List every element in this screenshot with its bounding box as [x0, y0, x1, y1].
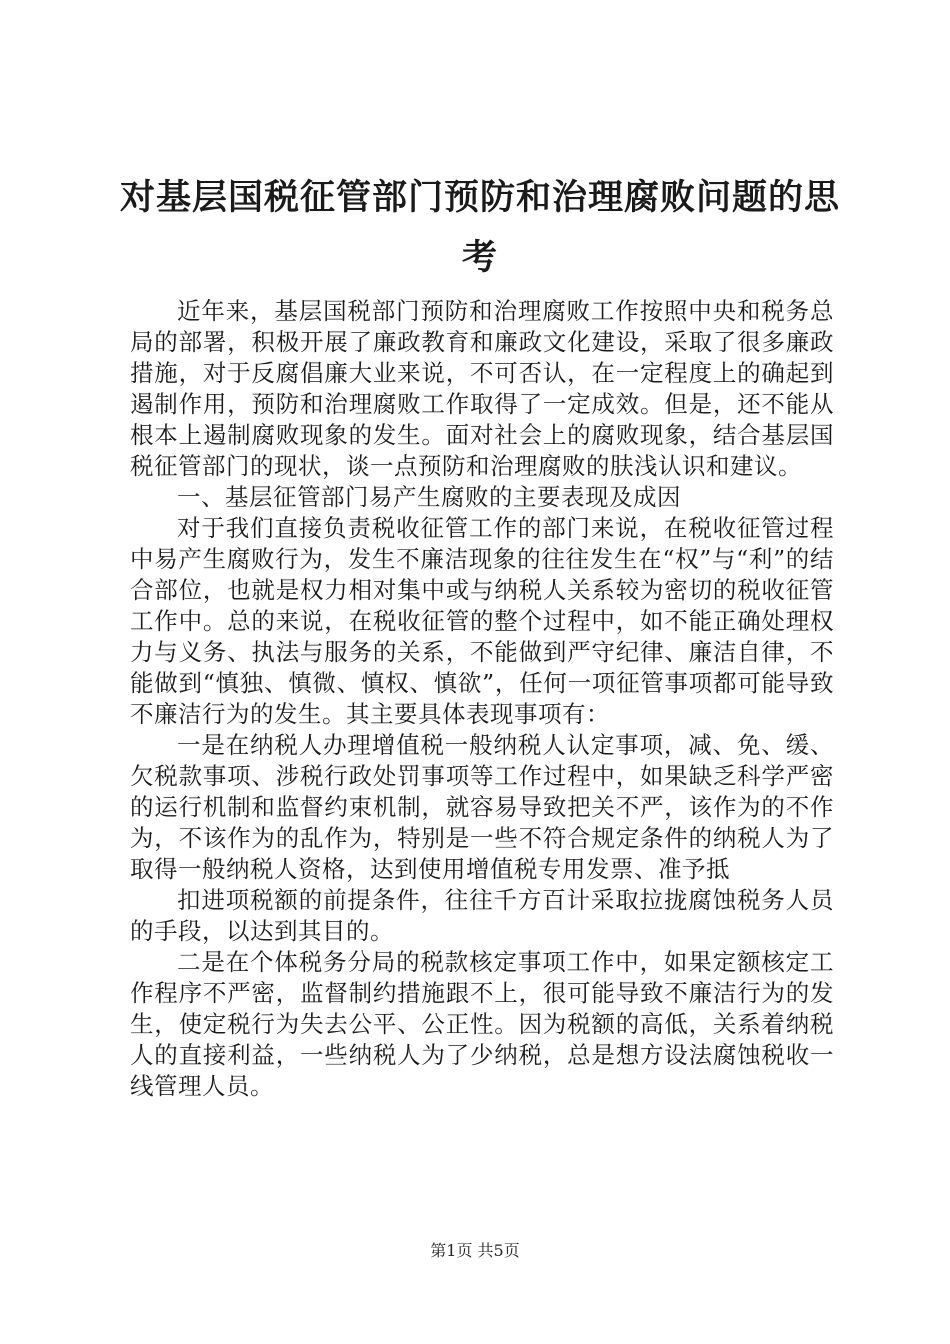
paragraph-overview: 对于我们直接负责税收征管工作的部门来说，在税收征管过程中易产生腐败行为，发生不廉洁现象的往往发生在“权”与“利”的结合部位，也就是权力相对集中或与纳税人关系较为密切的税收征管工作中。总的来说，在税收征管的整个过程中，如不能正确处理权力与义务、执法与服务的关系，不能做到严守纪律、廉洁自律，不能做到“慎独、慎微、慎权、慎欲”，任何一项征管事项都可能导致不廉洁行为的发生。其主要具体表现事项有：	[130, 514, 834, 728]
paragraph-point-one: 一是在纳税人办理增值税一般纳税人认定事项，减、免、缓、欠税款事项、涉税行政处罚事项等工作过程中，如果缺乏科学严密的运行机制和监督约束机制，就容易导致把关不严，该作为的不作为，不该作为的乱作为，特别是一些不符合规定条件的纳税人为了取得一般纳税人资格，达到使用增值税专用发票、准予抵	[130, 731, 834, 883]
document-title: 对基层国税征管部门预防和治理腐败问题的思考	[120, 177, 841, 278]
paragraph-point-two: 二是在个体税务分局的税款核定事项工作中，如果定额核定工作程序不严密，监督制约措施跟不上，很可能导致不廉洁行为的发生，使定税行为失去公平、公正性。因为税额的高低，关系着纳税人的直接利益，一些纳税人为了少纳税，总是想方设法腐蚀税收一线管理人员。	[130, 948, 834, 1100]
page-number: 第1页 共5页	[430, 1241, 520, 1260]
paragraph-intro: 近年来，基层国税部门预防和治理腐败工作按照中央和税务总局的部署，积极开展了廉政教育和廉政文化建设，采取了很多廉政措施，对于反腐倡廉大业来说，不可否认，在一定程度上的确起到遏制作用，预防和治理腐败工作取得了一定成效。但是，还不能从根本上遏制腐败现象的发生。面对社会上的腐败现象，结合基层国税征管部门的现状，谈一点预防和治理腐败的肤浅认识和建议。	[130, 297, 834, 480]
paragraph-point-one-continued: 扣进项税额的前提条件，往往千方百计采取拉拢腐蚀税务人员的手段，以达到其目的。	[130, 886, 834, 945]
section-heading: 一、基层征管部门易产生腐败的主要表现及成因	[177, 483, 681, 511]
document-body	[130, 296, 834, 1102]
